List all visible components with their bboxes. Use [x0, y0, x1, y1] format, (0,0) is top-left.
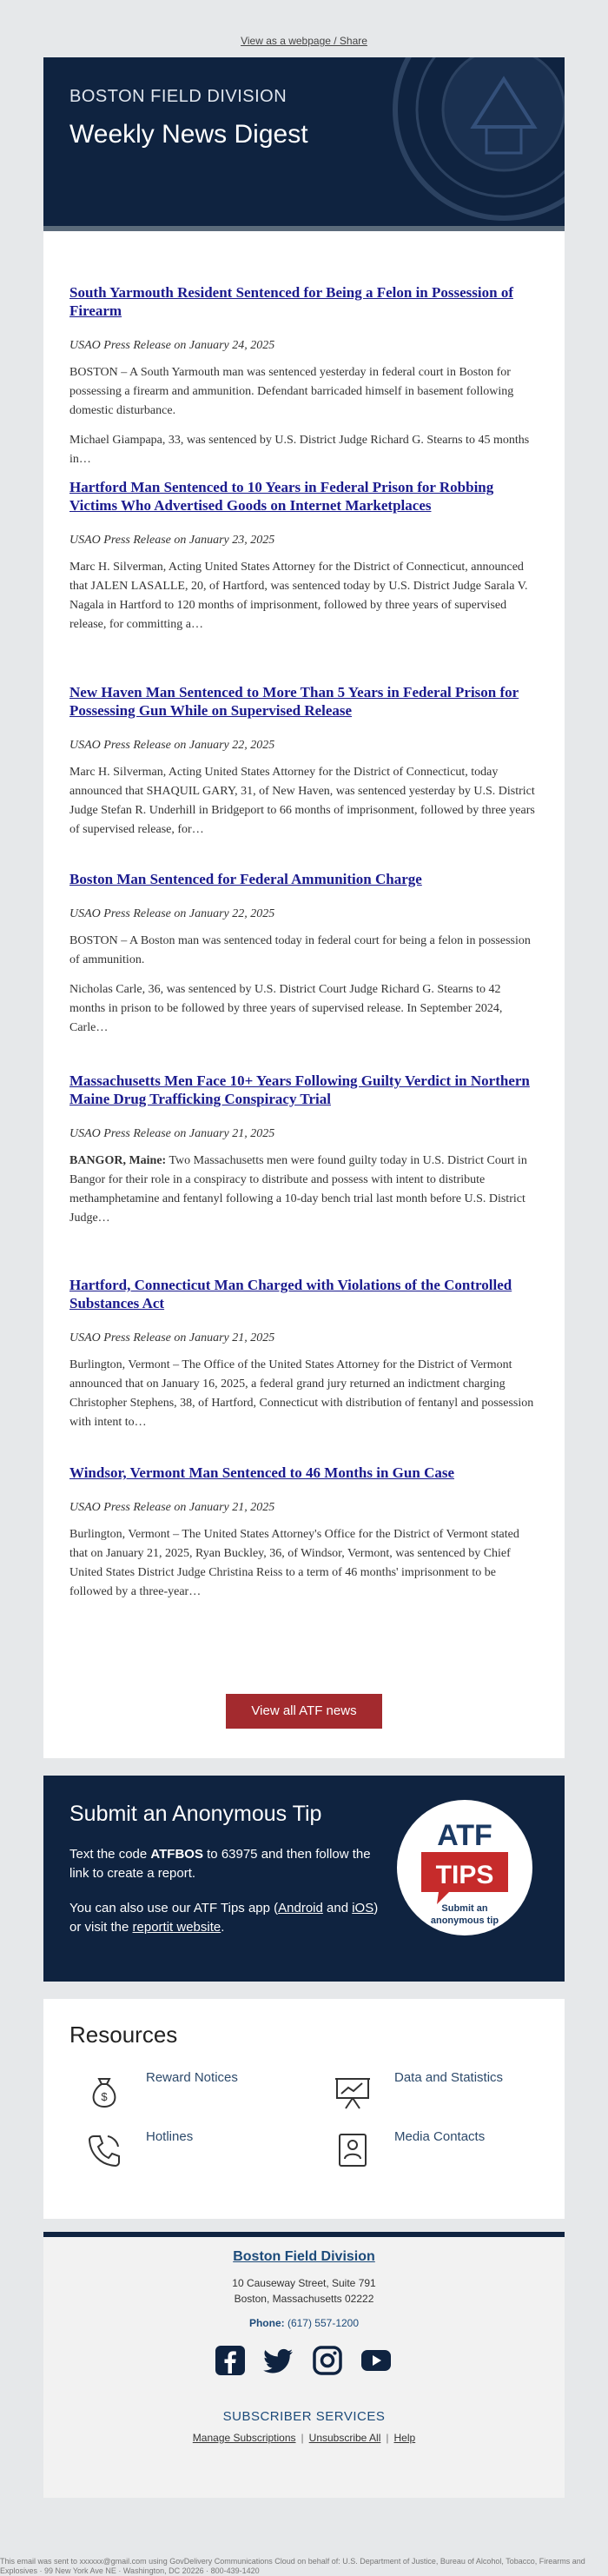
- article-title-link[interactable]: South Yarmouth Resident Sentenced for Being a Felon in Possession of Firearm: [69, 284, 513, 319]
- article-item: [69, 870, 539, 1038]
- svg-text:TIPS: TIPS: [435, 1861, 494, 1889]
- article-summary: Nicholas Carle, 36, was sentenced by U.S. District Court Judge Richard G. Stearns to 42 months in prison to be followed by three years of supervised release. In September 2024, Carle…: [69, 983, 503, 1034]
- article-summary: Michael Giampapa, 33, was sentenced by U.S. District Judge Richard G. Stearns to 45 months in…: [69, 434, 530, 466]
- reportit-link[interactable]: reportit website: [132, 1920, 221, 1935]
- article-title-link[interactable]: Windsor, Vermont Man Sentenced to 46 Months in Gun Case: [69, 1464, 455, 1481]
- article-summary: Marc H. Silverman, Acting United States Attorney for the District of Connecticut, today announced that SHAQUIL GARY, 31, of New Haven, was sentenced yesterday by U.S. District Judge Stefan R. Underhill in Bridgeport to 66 months of imprisonment, followed by three years of supervised release, for…: [69, 766, 535, 836]
- article-meta: USAO Press Release on January 24, 2025: [69, 339, 275, 352]
- article-summary: BOSTON – A Boston man was sentenced today in federal court for being a felon in possession of ammunition.: [69, 934, 531, 966]
- help-link[interactable]: Help: [393, 2432, 416, 2444]
- article-item: [69, 1072, 539, 1228]
- resources-heading: Resources: [69, 2022, 178, 2048]
- youtube-icon[interactable]: [360, 2345, 392, 2376]
- unsubscribe-all-link[interactable]: Unsubscribe All: [308, 2432, 381, 2444]
- twitter-icon[interactable]: [263, 2345, 294, 2376]
- article-summary: Burlington, Vermont – The Office of the United States Attorney for the District of Vermont announced that on January 16, 2025, a federal grand jury returned an indictment charging Christopher Stephens, 38, of Hartford, Connecticut with distribution of fentanyl and possession with intent to…: [69, 1358, 534, 1429]
- article-item: [69, 283, 539, 469]
- phone-icon: [85, 2131, 123, 2169]
- resource-label: Media Contacts: [394, 2129, 486, 2144]
- news-section: [43, 231, 565, 1758]
- article-title-link[interactable]: Hartford, Connecticut Man Charged with Violations of the Controlled Substances Act: [69, 1277, 512, 1311]
- phone-number: Phone: (617) 557-1200: [248, 2317, 360, 2329]
- subscriber-services-heading: SUBSCRIBER SERVICES: [222, 2409, 386, 2424]
- article-summary: BANGOR, Maine: Two Massachusetts men were found guilty today in U.S. District Court in Bangor for their role in a conspiracy to distribute and possess with intent to distribute methamphetamine and fentanyl following a 10-day bench trial last month before U.S. District Judge…: [69, 1154, 527, 1225]
- presentation-chart-icon: [334, 2072, 372, 2110]
- division-label: BOSTON FIELD DIVISION: [69, 87, 287, 106]
- svg-text:Submit an: Submit an: [441, 1903, 488, 1914]
- svg-text:anonymous tip: anonymous tip: [430, 1915, 499, 1926]
- article-item: [69, 1276, 539, 1432]
- newsletter-header: [43, 57, 565, 231]
- resource-data-statistics[interactable]: [318, 2070, 535, 2122]
- resource-hotlines[interactable]: [69, 2129, 287, 2181]
- resource-label: Reward Notices: [146, 2070, 238, 2085]
- atf-tips-badge-icon[interactable]: [395, 1798, 534, 1937]
- resource-label: Data and Statistics: [394, 2070, 504, 2085]
- view-all-news-button[interactable]: View all ATF news: [226, 1694, 382, 1729]
- view-as-webpage-link[interactable]: View as a webpage / Share: [241, 35, 367, 47]
- manage-subscriptions-link[interactable]: Manage Subscriptions: [192, 2432, 296, 2444]
- contact-card-icon: [334, 2131, 372, 2169]
- article-meta: USAO Press Release on January 23, 2025: [69, 534, 275, 547]
- newsletter-title: Weekly News Digest: [69, 120, 308, 149]
- resource-label: Hotlines: [146, 2129, 194, 2144]
- anonymous-tip-section: [43, 1776, 565, 1982]
- article-item: [69, 478, 539, 634]
- article-meta: USAO Press Release on January 21, 2025: [69, 1127, 275, 1140]
- article-title-link[interactable]: Boston Man Sentenced for Federal Ammunition Charge: [69, 871, 422, 887]
- article-meta: USAO Press Release on January 22, 2025: [69, 907, 275, 920]
- footer-division-link[interactable]: Boston Field Division: [233, 2249, 375, 2264]
- tip-text-app: You can also use our ATF Tips app (Android and iOS) or visit the reportit website.: [69, 1901, 379, 1935]
- tip-heading: Submit an Anonymous Tip: [69, 1802, 322, 1826]
- article-summary: BOSTON – A South Yarmouth man was sentenced yesterday in federal court in Boston for possessing a firearm and ammunition. Defendant barricaded himself in basement following domestic disturbance.: [69, 366, 514, 417]
- article-item: [69, 1464, 539, 1602]
- email-disclaimer: This email was sent to xxxxxx@gmail.com using GovDelivery Communications Cloud on behalf of: U.S. Department of Justice, Bureau of Alcohol, Tobacco, Firearms and Explosives · 99 New York Ave NE · Washington, DC 20226 · 800-439-1420: [0, 2557, 585, 2575]
- address-line-1: 10 Causeway Street, Suite 791: [232, 2277, 376, 2289]
- article-title-link[interactable]: Massachusetts Men Face 10+ Years Following Guilty Verdict in Northern Maine Drug Trafficking Conspiracy Trial: [69, 1072, 530, 1107]
- svg-text:ATF: ATF: [437, 1819, 492, 1852]
- android-link[interactable]: Android: [278, 1901, 323, 1915]
- article-meta: USAO Press Release on January 21, 2025: [69, 1331, 275, 1344]
- footer: [43, 2232, 565, 2498]
- atf-seal-icon: [391, 57, 565, 222]
- tip-text-code: Text the code ATFBOS to 63975 and then follow the link to create a report.: [69, 1847, 371, 1881]
- social-links: [215, 2345, 393, 2376]
- facebook-icon[interactable]: [215, 2345, 246, 2376]
- ios-link[interactable]: iOS: [352, 1901, 374, 1915]
- article-meta: USAO Press Release on January 22, 2025: [69, 739, 275, 752]
- resource-reward-notices[interactable]: [69, 2070, 287, 2122]
- instagram-icon[interactable]: [312, 2345, 343, 2376]
- money-bag-icon: [85, 2072, 123, 2110]
- article-summary: Burlington, Vermont – The United States Attorney's Office for the District of Vermont stated that on January 21, 2025, Ryan Buckley, 36, of Windsor, Vermont, was sentenced by Chief United States District Judge Christina Reiss to a term of 46 months' imprisonment to be followed by a three-year…: [69, 1528, 519, 1598]
- svg-text:$: $: [101, 2090, 108, 2103]
- address-line-2: Boston, Massachusetts 02222: [234, 2293, 374, 2305]
- article-title-link[interactable]: Hartford Man Sentenced to 10 Years in Federal Prison for Robbing Victims Who Advertised Goods on Internet Marketplaces: [69, 479, 494, 514]
- article-title-link[interactable]: New Haven Man Sentenced to More Than 5 Years in Federal Prison for Possessing Gun While on Supervised Release: [69, 684, 519, 719]
- subscription-links: Manage Subscriptions | Unsubscribe All | Help: [192, 2432, 416, 2444]
- resources-section: [43, 1999, 565, 2219]
- article-summary: Marc H. Silverman, Acting United States Attorney for the District of Connecticut, announced that JALEN LASALLE, 20, of Hartford, was sentenced today by U.S. District Judge Sarala V. Nagala in Hartford to 120 months of imprisonment, followed by three years of supervised release, for committing a…: [69, 561, 528, 631]
- article-dateline: BANGOR, Maine:: [69, 1154, 167, 1167]
- article-item: [69, 683, 539, 840]
- resource-media-contacts[interactable]: [318, 2129, 535, 2181]
- article-meta: USAO Press Release on January 21, 2025: [69, 1501, 275, 1514]
